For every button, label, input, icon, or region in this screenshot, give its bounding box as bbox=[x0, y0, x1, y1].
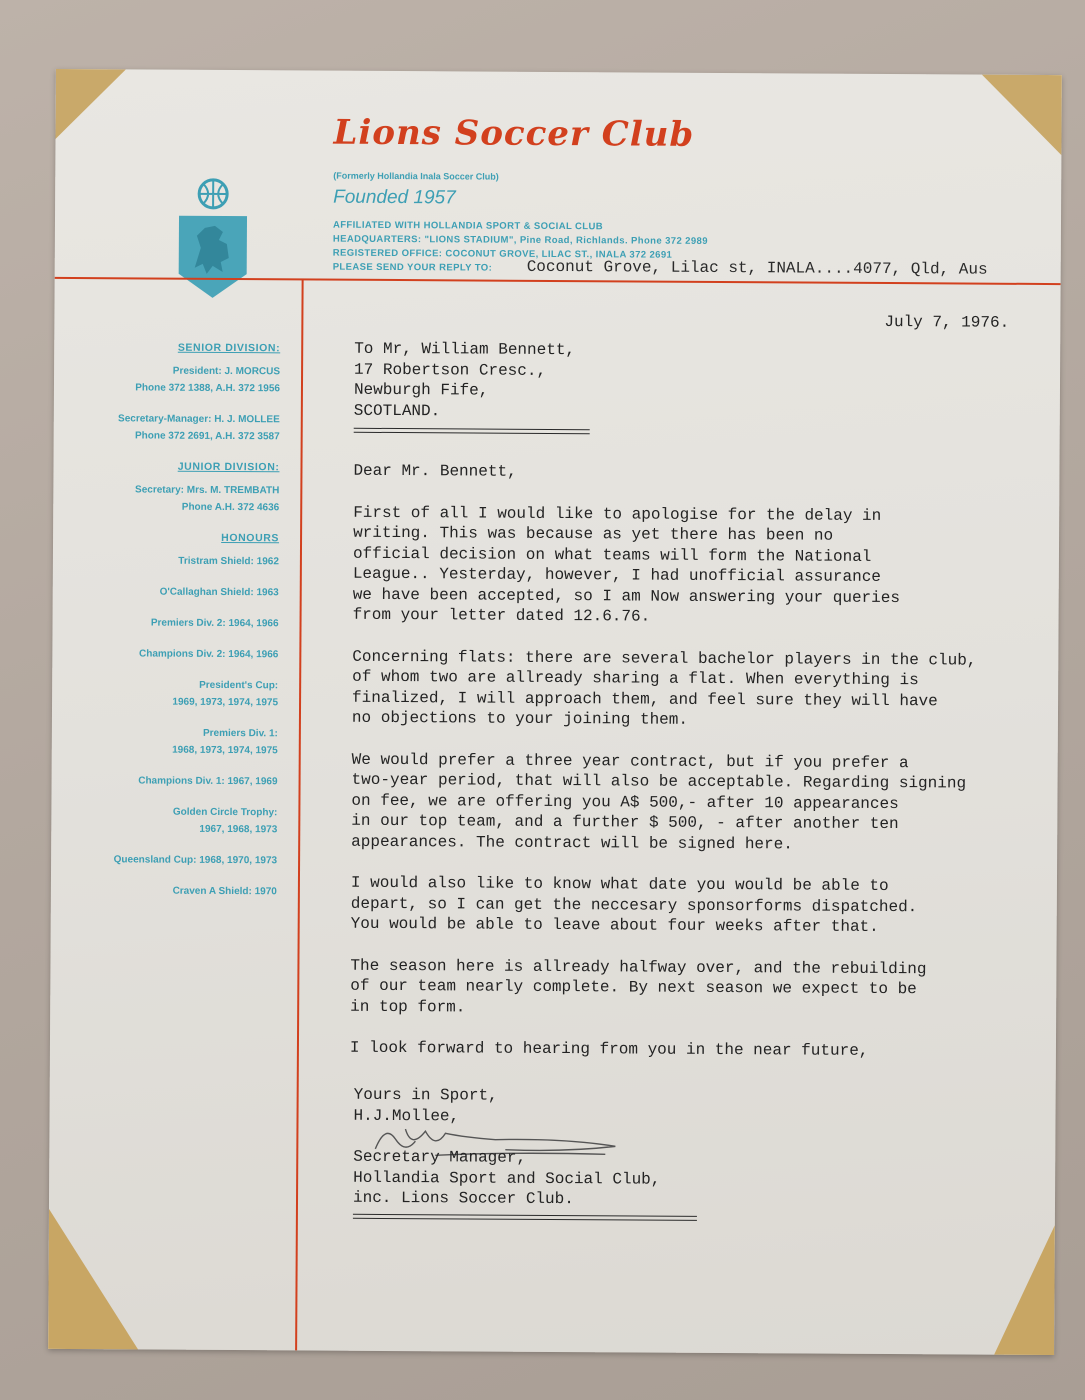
photo-corner-bottom-left bbox=[48, 1209, 139, 1350]
reply-label: PLEASE SEND YOUR REPLY TO: bbox=[332, 261, 493, 274]
salutation: Dear Mr. Bennett, bbox=[353, 461, 517, 481]
honour-line: O'Callaghan Shield: 1963 bbox=[159, 586, 279, 599]
affiliation: AFFILIATED WITH HOLLANDIA SPORT & SOCIAL CLUB bbox=[332, 219, 604, 233]
address-line: To Mr, William Bennett, bbox=[354, 339, 576, 360]
recipient-address bbox=[354, 339, 575, 422]
honour-line: Queensland Cup: 1968, 1970, 1973 bbox=[113, 854, 278, 867]
photo-corner-top-right bbox=[981, 75, 1061, 155]
club-officials-sidebar bbox=[61, 339, 281, 914]
former-name: (Formerly Hollandia Inala Soccer Club) bbox=[333, 170, 499, 182]
paragraph: We would prefer a three year contract, but if you prefer a two-year period, that will also be acceptable. Regarding signing on fee, we are offering you A$ 500,- after 10 appearances in our top team, and a further $ 500, - after another ten appearances. The contract will be signed here. bbox=[351, 750, 967, 853]
honour-line: 1969, 1973, 1974, 1975 bbox=[172, 696, 279, 709]
letter-date: July 7, 1976. bbox=[884, 313, 1010, 332]
senior-division-heading: SENIOR DIVISION: bbox=[177, 341, 281, 355]
honour-item bbox=[62, 772, 278, 790]
signature-line: Hollandia Sport and Social Club, bbox=[353, 1168, 661, 1189]
honour-item bbox=[63, 552, 279, 570]
honour-item bbox=[62, 614, 278, 632]
honour-item bbox=[61, 803, 277, 838]
honour-line: Craven A Shield: 1970 bbox=[172, 885, 277, 898]
address-line: Newburgh Fife, bbox=[353, 380, 489, 400]
paragraph: I would also like to know what date you would be able to depart, so I can get the neccesary sponsorforms dispatched. You would be able to leave about four weeks after that. bbox=[350, 873, 918, 936]
president: President: J. MORCUS bbox=[172, 365, 281, 378]
honour-line: Premiers Div. 2: 1964, 1966 bbox=[150, 617, 279, 630]
signature-underline bbox=[353, 1214, 697, 1217]
paragraph: The season here is allready halfway over, and the rebuilding of our team nearly complete. By next season we expect to be in top form. bbox=[350, 956, 927, 1016]
honour-item bbox=[61, 851, 277, 869]
president-phone: Phone 372 1388, A.H. 372 1956 bbox=[135, 382, 281, 395]
lion-shield-icon bbox=[177, 178, 250, 300]
address-underline bbox=[354, 432, 590, 434]
honour-item bbox=[62, 676, 278, 711]
closing-line: Yours in Sport, bbox=[353, 1085, 498, 1105]
honour-line: Golden Circle Trophy: bbox=[172, 806, 278, 819]
address-underline bbox=[354, 428, 590, 430]
honour-line: 1968, 1973, 1974, 1975 bbox=[172, 744, 278, 757]
letter-body bbox=[350, 461, 1044, 1084]
honours-heading: HONOURS bbox=[221, 531, 280, 545]
honour-item bbox=[62, 645, 278, 663]
reply-address: Coconut Grove, Lilac st, INALA....4077, Qld, Aus bbox=[526, 257, 988, 279]
honours-list bbox=[61, 552, 279, 900]
founded-year: Founded 1957 bbox=[333, 186, 456, 209]
closing-line: H.J.Mollee, bbox=[353, 1106, 460, 1125]
paragraph: Concerning flats: there are several bachelor players in the club, of whom two are allready sharing a flat. When everything is finalized, I will approach them, and feel sure they will have no objections to your joining them. bbox=[351, 647, 977, 729]
honour-line: Tristram Shield: 1962 bbox=[178, 555, 279, 568]
junior-secretary: Secretary: Mrs. M. TREMBATH bbox=[135, 484, 280, 497]
honour-line: Champions Div. 2: 1964, 1966 bbox=[138, 648, 279, 661]
photo-corner-top-left bbox=[55, 69, 125, 139]
honour-line: 1967, 1968, 1973 bbox=[199, 823, 278, 836]
honour-item bbox=[61, 882, 277, 900]
honour-line: Premiers Div. 1: bbox=[202, 727, 278, 740]
honour-line: Champions Div. 1: 1967, 1969 bbox=[138, 775, 278, 788]
photo-corner-bottom-right bbox=[994, 1225, 1055, 1355]
signature-line: inc. Lions Soccer Club. bbox=[352, 1188, 574, 1209]
honour-line: President's Cup: bbox=[199, 679, 279, 692]
margin-rule bbox=[295, 278, 304, 1350]
junior-phone: Phone A.H. 372 4636 bbox=[181, 501, 280, 514]
address-line: 17 Robertson Cresc., bbox=[354, 360, 547, 380]
signature-underline bbox=[353, 1218, 697, 1221]
honour-item bbox=[62, 724, 278, 759]
secretary-manager: Secretary-Manager: H. J. MOLLEE bbox=[118, 413, 280, 426]
headquarters: HEADQUARTERS: "LIONS STADIUM", Pine Road, Richlands. Phone 372 2989 bbox=[332, 233, 708, 247]
signature-block bbox=[353, 1147, 661, 1210]
junior-division-heading: JUNIOR DIVISION: bbox=[177, 460, 280, 474]
paragraph: First of all I would like to apologise for the delay in writing. This was because as yet there has been no official decision on what teams will form the National League.. Yesterday, however, I had unofficial assurance we have been accepted, so I am Now answering your queries from your letter dated 12.6.76. bbox=[352, 503, 901, 626]
address-line: SCOTLAND. bbox=[353, 401, 441, 420]
club-name: Lions Soccer Club bbox=[333, 112, 695, 155]
signature-line: Secretary Manager, bbox=[353, 1147, 527, 1167]
secretary-manager-phone: Phone 372 2691, A.H. 372 3587 bbox=[134, 430, 280, 443]
honour-item bbox=[63, 583, 279, 601]
registered-office: REGISTERED OFFICE: COCONUT GROVE, LILAC ST., INALA 372 2691 bbox=[332, 247, 673, 261]
paragraph: I look forward to hearing from you in the near future, bbox=[349, 1038, 869, 1060]
letter-sheet bbox=[48, 69, 1062, 1355]
